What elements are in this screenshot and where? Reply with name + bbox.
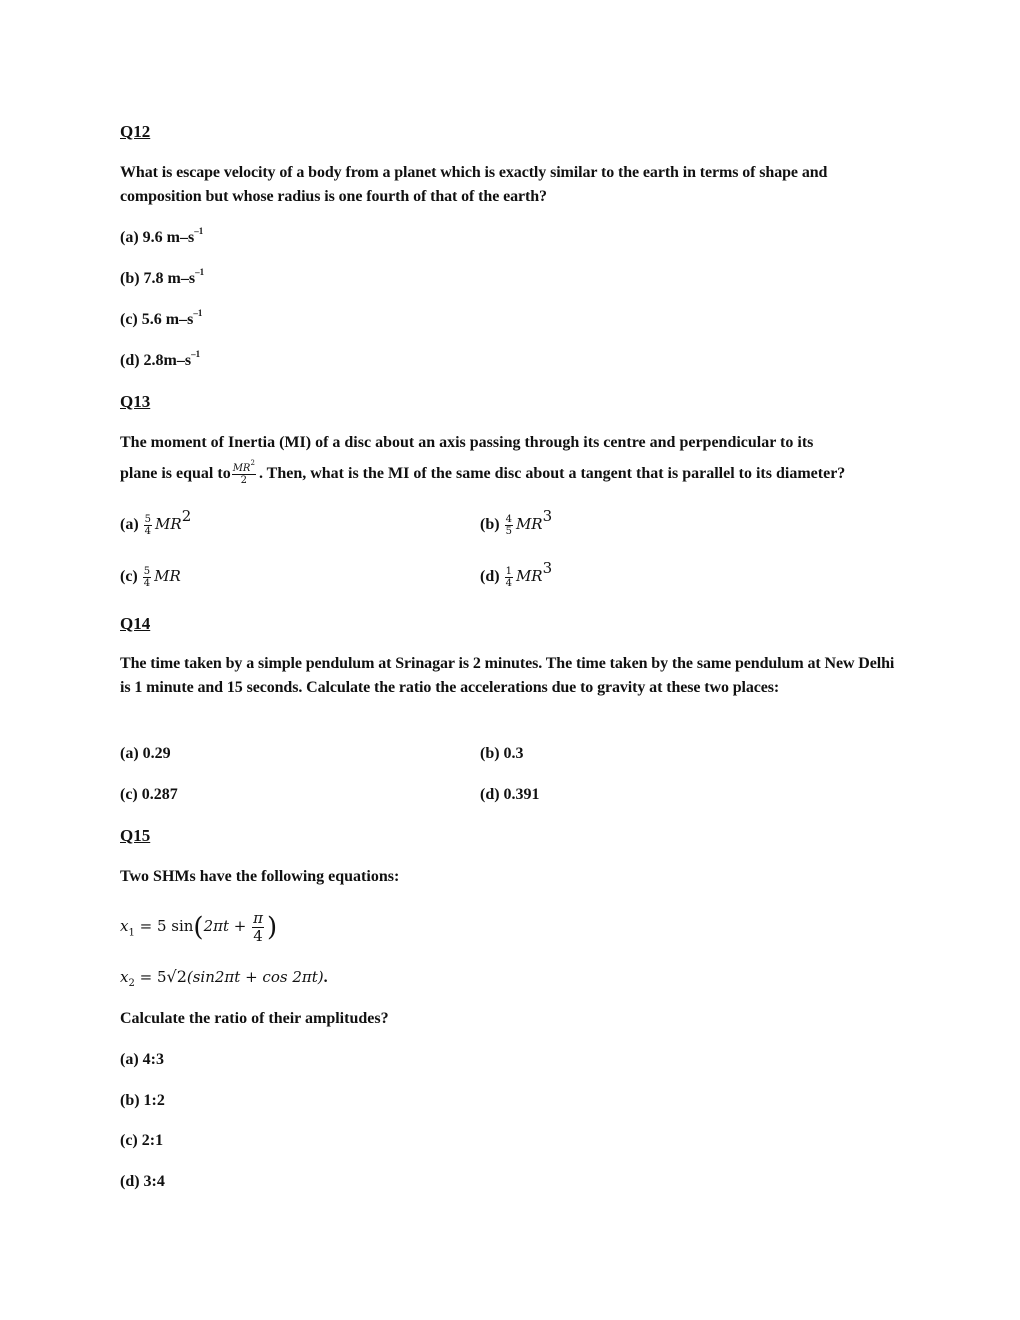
fraction-denominator: 4 (144, 525, 152, 537)
q13-heading: Q13 (120, 392, 151, 411)
fraction-numerator: 1 (505, 565, 512, 577)
q12-option-b (120, 267, 204, 291)
q13-option-d (480, 558, 553, 589)
option-exponent: –1 (193, 307, 203, 318)
option-label: (d) 2.8m–s (120, 352, 192, 369)
fraction-numerator: 4 (505, 513, 512, 525)
q14-option-c: (c) 0.287 (120, 786, 178, 803)
option-fraction (505, 566, 513, 589)
q13-line2-pre: plane is equal to (120, 465, 231, 482)
eq-subscript: 1 (128, 927, 135, 939)
q15-question: Calculate the ratio of their amplitudes? (120, 1010, 389, 1027)
option-label: (a) (120, 516, 139, 533)
q12-option-c (120, 308, 202, 332)
option-exponent: 3 (542, 558, 553, 577)
q15-heading: Q15 (120, 826, 151, 845)
eq-rhs: = 5 (134, 968, 167, 986)
sqrt-2: √2 (166, 967, 187, 986)
q15-option-c: (c) 2:1 (120, 1132, 164, 1149)
fraction-denominator: 4 (253, 927, 263, 945)
option-label: (d) (480, 568, 500, 585)
fraction-denominator: 5 (505, 525, 512, 537)
eq-end: . (323, 969, 328, 986)
right-paren: ) (266, 912, 278, 943)
q12-option-d (120, 349, 200, 373)
q13-question-line2 (120, 458, 846, 486)
option-exponent: –1 (191, 348, 201, 359)
option-exponent: 3 (542, 506, 553, 525)
q14-question: The time taken by a simple pendulum at Srinagar is 2 minutes. The time taken by the same pendulum at New Delhi is 1 minute and 15 seconds. Calculate the ratio the accelerations due to gravity at these two places: (120, 655, 895, 696)
fraction-denominator: 4 (505, 577, 512, 589)
q15-option-b: (b) 1:2 (120, 1092, 165, 1109)
option-exponent: –1 (195, 266, 205, 277)
option-exponent: 2 (181, 506, 192, 525)
fraction-numerator-exponent: 2 (250, 458, 255, 467)
option-exponent: –1 (194, 225, 204, 236)
q12-option-a (120, 226, 203, 250)
option-fraction (144, 514, 152, 537)
q14-heading: Q14 (120, 614, 151, 633)
left-paren: ( (193, 912, 204, 943)
q13-option-b (480, 506, 553, 537)
eq-inner: 2πt + (203, 917, 252, 936)
q14-option-d: (d) 0.391 (480, 786, 540, 803)
option-fraction (505, 514, 513, 537)
q15-equation-2 (120, 965, 328, 990)
option-label: (b) 7.8 m–s (120, 270, 196, 287)
eq-variable: x (120, 917, 129, 936)
fraction-numerator: 5 (144, 513, 152, 525)
option-expression: MR (515, 515, 543, 533)
option-label: (c) 5.6 m–s (120, 311, 194, 328)
eq-subscript: 2 (128, 978, 135, 990)
q13-question-line1: The moment of Inertia (MI) of a disc about an axis passing through its centre and perpendicular to its (120, 434, 814, 451)
fraction-numerator: π (253, 909, 263, 927)
q12-question: What is escape velocity of a body from a planet which is exactly similar to the earth in terms of shape and composition but whose radius is one fourth of that of the earth? (120, 164, 828, 205)
q15-intro: Two SHMs have the following equations: (120, 868, 400, 885)
option-expression: MR (154, 567, 181, 585)
q12-heading: Q12 (120, 122, 151, 141)
q14-option-b: (b) 0.3 (480, 745, 524, 762)
fraction-denominator: 2 (240, 474, 247, 486)
q13-line2-post: . Then, what is the MI of the same disc about a tangent that is parallel to its diameter? (258, 465, 846, 482)
pi-over-4-fraction (252, 910, 264, 945)
option-label: (a) 9.6 m–s (120, 229, 195, 246)
option-fraction (143, 566, 151, 589)
option-expression: MR (515, 567, 543, 585)
eq-variable: x (120, 968, 129, 986)
eq-body: (sin2πt + cos 2πt) (186, 968, 324, 986)
q15-option-a: (a) 4:3 (120, 1051, 164, 1068)
option-expression: MR (155, 515, 182, 533)
q14-option-a: (a) 0.29 (120, 745, 171, 762)
fraction-denominator: 4 (143, 577, 151, 589)
q13-option-a (120, 506, 192, 537)
q13-option-c (120, 564, 181, 589)
option-label: (b) (480, 516, 500, 533)
fraction-numerator: 5 (143, 565, 151, 577)
option-label: (c) (120, 568, 138, 585)
q15-option-d: (d) 3:4 (120, 1173, 165, 1190)
mr2-over-2-fraction (232, 458, 256, 486)
fraction-numerator: MR (232, 462, 251, 474)
eq-rhs: = 5 sin (134, 917, 194, 936)
q15-equation-1 (120, 910, 277, 945)
